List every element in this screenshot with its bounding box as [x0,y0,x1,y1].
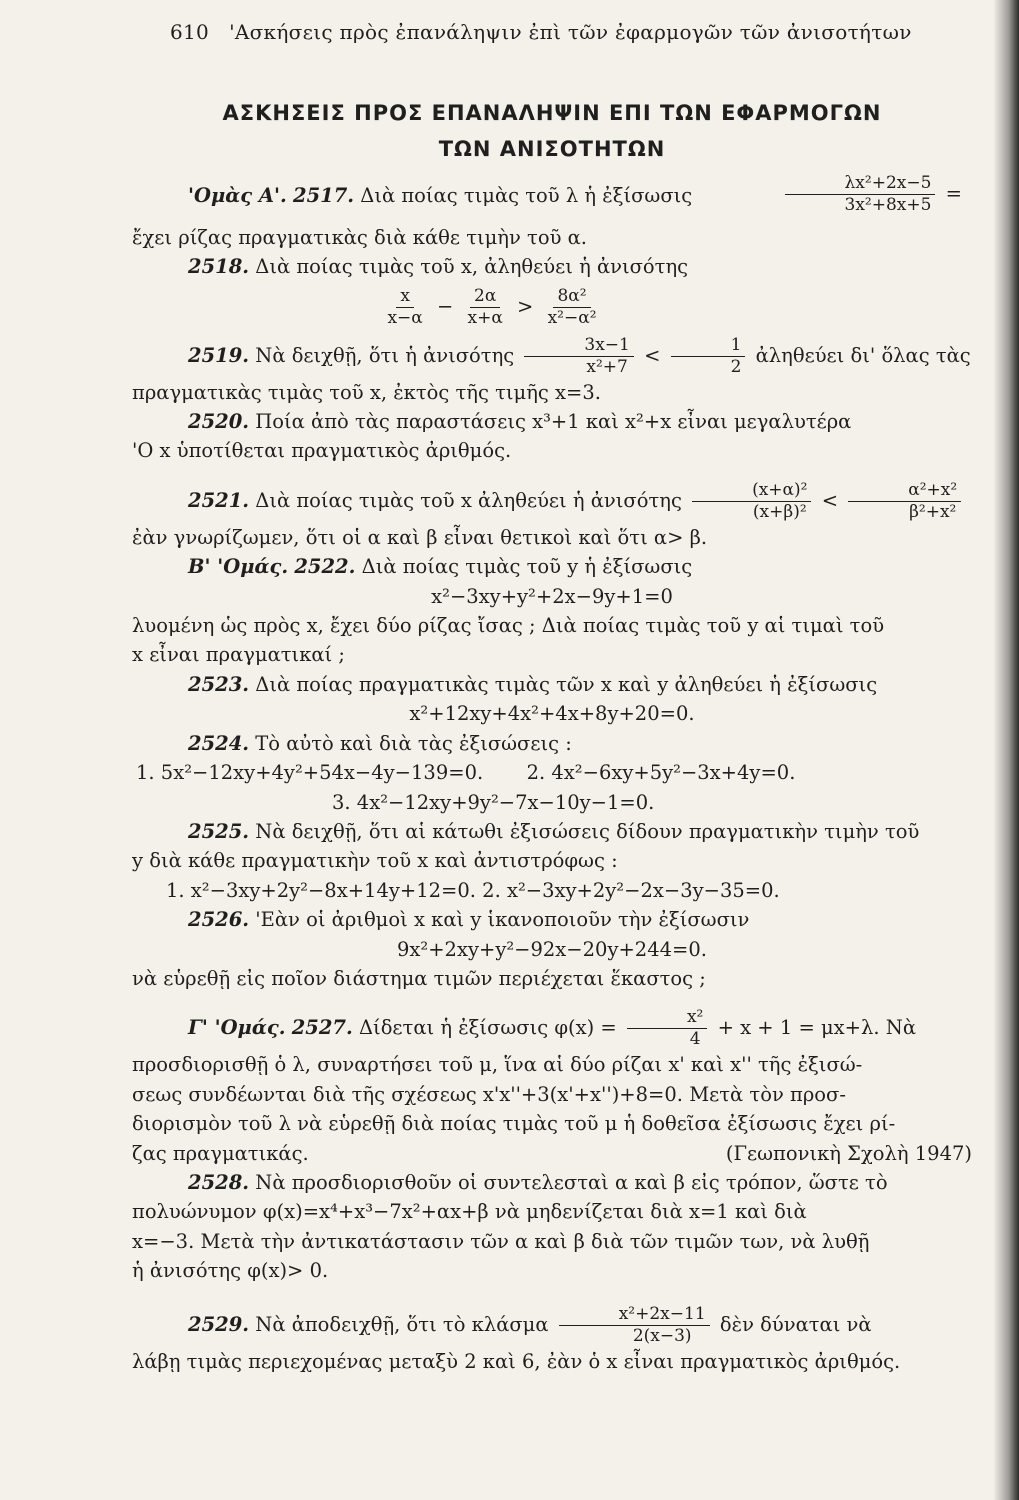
exercise-number: 2517. [293,184,355,208]
fraction-denominator: 2(x−3) [632,1325,692,1346]
exercise-2521 [132,480,972,523]
equation: 3. 4x²−12xy+9y²−7x−10y−1=0. [332,790,655,814]
exercise-text: ἀληθεύει δι' ὅλας τὰς [755,343,971,367]
exercise-number: 2521. [188,488,250,512]
book-page [132,18,972,1376]
fraction-numerator: x [396,286,414,308]
page-edge-shadow [993,0,1019,1500]
exercise-number: 2522. [294,555,356,579]
exercise-number: 2528. [188,1170,250,1194]
exercise-text: δὲν δύναται νὰ [719,1312,872,1336]
exercise-text: x εἶναι πραγματικαί ; [132,643,345,667]
exercise-text: Διὰ ποίας τιμὰς τοῦ x, ἀληθεύει ἡ ἀνισότης [255,255,689,279]
fraction-denominator: x+α [467,307,503,328]
fraction-numerator: x²+2x−11 [559,1304,710,1326]
fraction [383,286,426,329]
fraction-numerator: x² [627,1007,707,1029]
fraction-numerator: 1 [671,335,746,357]
fraction-numerator: 2α [470,286,500,308]
exercise-number: 2520. [188,410,250,434]
equation-fraction-group [725,173,962,216]
less-than-sign: < [821,488,839,512]
fraction-denominator: (x+β)² [752,501,807,522]
exercise-text: y διὰ κάθε πραγματικὴν τοῦ x καὶ ἀντιστρόφως : [132,849,618,873]
exercise-text: 'Ο x ὑποτίθεται πραγματικὸς ἀριθμός. [132,439,512,463]
exercise-text: + x + 1 = μx+λ. Νὰ [717,1016,916,1040]
exercise-text: προσδιορισθῇ ὁ λ, συναρτήσει τοῦ μ, ἵνα αἱ δύο ρίζαι x' καὶ x'' τῆς ἐξισώ- [132,1053,863,1077]
fraction-denominator: 4 [689,1029,701,1050]
equation-row [132,758,972,787]
exercise-2520 [132,407,972,436]
exercise-text: ζας πραγματικάς. [132,1141,309,1165]
section-title [132,95,972,167]
exercise-text: ἡ ἀνισότης φ(x)> 0. [132,1259,329,1283]
exercise-text: Τὸ αὐτὸ καὶ διὰ τὰς ἐξισώσεις : [255,731,572,755]
fraction-denominator: β²+x² [909,501,957,522]
exercise-text: Νὰ δειχθῇ, ὅτι ἡ ἀνισότης [255,343,515,367]
exercise-2522 [132,552,972,581]
equation: 1. 5x²−12xy+4y²+54x−4y−139=0. [136,761,484,785]
fraction [848,480,961,523]
exercise-text: διορισμὸν τοῦ λ νὰ εὑρεθῇ διὰ ποίας τιμὰς τοῦ μ ἡ δοθεῖσα ἐξίσωσις ἔχει ρί- [132,1112,896,1136]
fraction [544,286,601,329]
exercise-text: ἐὰν γνωρίζωμεν, ὅτι οἱ α καὶ β εἶναι θετικοὶ καὶ ὅτι α> β. [132,525,708,549]
greater-than-sign: > [517,294,534,318]
group-label: 'Ομὰς Α'. [188,184,287,208]
exercise-number: 2527. [291,1016,353,1040]
equation: 9x²+2xy+y²−92x−20y+244=0. [397,937,707,961]
page-number: 610 [170,20,210,44]
exercise-last-line [132,1139,972,1168]
section-title-line1: ΑΣΚΗΣΕΙΣ ΠΡΟΣ ΕΠΑΝΑΛΗΨΙΝ ΕΠΙ ΤΩΝ ΕΦΑΡΜΟΓΩΝ [222,101,882,126]
equation: x²+12xy+4x²+4x+8y+20=0. [409,702,695,726]
exercise-text: Διὰ ποίας τιμὰς τοῦ x ἀληθεύει ἡ ἀνισότης [255,488,682,512]
exercise-text: σεως συνδέωνται διὰ τῆς σχέσεως x'x''+3(x'+x'')+8=0. Μετὰ τὸν προσ- [132,1082,846,1106]
exercise-text: Νὰ δειχθῇ, ὅτι αἱ κάτωθι ἐξισώσεις δίδουν πραγματικὴν τιμὴν τοῦ [255,819,920,843]
running-header [170,18,972,47]
exercise-number: 2523. [188,672,250,696]
exercise-text: πολυώνυμον φ(x)=x⁴+x³−7x²+αx+β νὰ μηδενίζεται διὰ x=1 καὶ διὰ [132,1200,807,1224]
exercise-2527 [132,1007,972,1050]
fraction-numerator: λx²+2x−5 [785,173,936,195]
fraction-denominator: x−α [387,307,423,328]
exercise-number: 2526. [188,908,250,932]
exercise-text: Νὰ ἀποδειχθῇ, ὅτι τὸ κλάσμα [255,1312,549,1336]
exercise-text: Διὰ ποίας τιμὰς τοῦ λ ἡ ἐξίσωσις [360,184,693,208]
equation: x²−3xy+y²+2x−9y+1=0 [431,584,673,608]
exercise-text: x=−3. Μετὰ τὴν ἀντικατάστασιν τῶν α καὶ β διὰ τῶν τιμῶν των, νὰ λυθῇ [132,1229,870,1253]
exercise-text: Διὰ ποίας πραγματικὰς τιμὰς τῶν x καὶ y ἀληθεύει ἡ ἐξίσωσις [255,672,878,696]
exercise-2526 [132,905,972,934]
fraction-numerator: α²+x² [848,480,961,502]
exercise-2529 [132,1304,972,1347]
fraction [627,1007,707,1050]
exercise-text: νὰ εὑρεθῇ εἰς ποῖον διάστημα τιμῶν περιέχεται ἕκαστος ; [132,966,706,990]
exercise-text: Διὰ ποίας τιμὰς τοῦ y ἡ ἐξίσωσις [361,555,693,579]
exercise-number: 2524. [188,731,250,755]
equals-sign: = [945,182,962,206]
exercise-text: Νὰ προσδιορισθοῦν οἱ συντελεσταὶ α καὶ β εἰς τρόπον, ὥστε τὸ [255,1170,888,1194]
exercise-number: 2519. [188,343,250,367]
exercise-text: λάβῃ τιμὰς περιεχομένας μεταξὺ 2 καὶ 6, ἐὰν ὁ x εἶναι πραγματικὸς ἀριθμός. [132,1349,901,1373]
exercise-2524 [132,729,972,758]
running-title: 'Ασκήσεις πρὸς ἐπανάληψιν ἐπὶ τῶν ἐφαρμογῶν τῶν ἀνισοτήτων [229,20,912,44]
exercise-text: Δίδεται ἡ ἐξίσωσις φ(x) = [358,1016,617,1040]
fraction-denominator: 3x²+8x+5 [844,195,932,216]
exercise-2523 [132,670,972,699]
fraction [559,1304,710,1347]
section-title-line2: ΤΩΝ ΑΝΙΣΟΤΗΤΩΝ [438,137,666,162]
exercise-2518 [132,252,972,281]
inequality-2518 [12,286,972,329]
minus-sign: − [436,294,454,318]
exercise-text: ἔχει ρίζας πραγματικὰς διὰ κάθε τιμὴν τοῦ α. [132,225,587,249]
group-label: Β' 'Ομάς. [188,555,289,579]
fraction-numerator: 3x−1 [524,335,633,357]
group-label: Γ' 'Ομάς. [188,1016,286,1040]
equation: 2. 4x²−6xy+5y²−3x+4y=0. [526,761,796,785]
exercise-text: 'Εὰν οἱ ἀριθμοὶ x καὶ y ἱκανοποιοῦν τὴν ἐξίσωσιν [255,908,750,932]
fraction [671,335,746,378]
exercise-text: πραγματικὰς τιμὰς τοῦ x, ἐκτὸς τῆς τιμῆς x=3. [132,380,601,404]
fraction-denominator: x²+7 [586,356,628,377]
fraction-numerator: (x+α)² [692,480,811,502]
exercise-number: 2525. [188,819,250,843]
fraction [524,335,633,378]
fraction-numerator: 8α² [553,286,590,308]
fraction [692,480,811,523]
exercise-text: Ποία ἀπὸ τὰς παραστάσεις x³+1 καὶ x²+x εἶναι μεγαλυτέρα [255,410,852,434]
less-than-sign: < [644,343,661,367]
exercise-number: 2518. [188,255,250,279]
source-citation: (Γεωπονικὴ Σχολὴ 1947) [725,1141,972,1165]
exercise-2528 [132,1168,972,1197]
fraction [464,286,507,329]
exercise-2519 [132,335,972,378]
fraction [785,173,936,216]
exercise-2525 [132,817,972,846]
exercise-number: 2529. [188,1312,250,1336]
equation-row: 1. x²−3xy+2y²−8x+14y+12=0. 2. x²−3xy+2y²−2x−3y−35=0. [166,878,780,902]
fraction-denominator: x²−α² [547,307,597,328]
fraction-denominator: 2 [730,356,742,377]
exercise-2517 [132,173,972,216]
exercise-text: λυομένη ὡς πρὸς x, ἔχει δύο ρίζας ἴσας ; Διὰ ποίας τιμὰς τοῦ y αἱ τιμαὶ τοῦ [132,614,885,638]
